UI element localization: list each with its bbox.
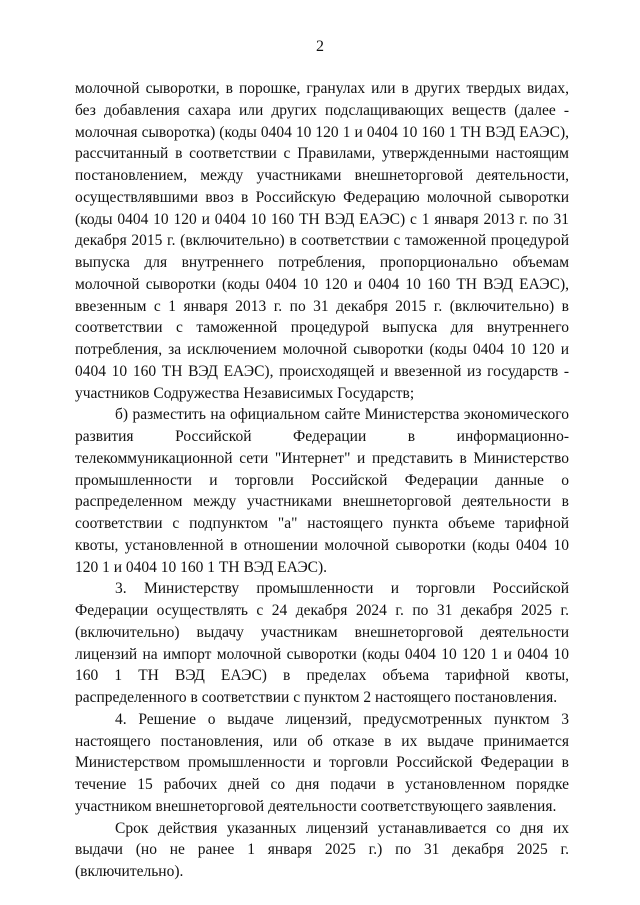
page-number: 2 xyxy=(316,38,324,55)
paragraph-continuation: молочной сыворотки, в порошке, гранулах или в других твердых видах, без добавления сахара или других подслащивающих веществ (далее - молочная сыворотка) (коды 0404 10 120 1 и 0404 10 160 1 ТН ВЭД ЕАЭС), рассчитанный в соответствии с Правилами, утвержденными настоящим постановлением, между участниками внешнеторговой деятельности, осуществлявшими ввоз в Российскую Федерацию молочной сыворотки (коды 0404 10 120 и 0404 10 160 ТН ВЭД ЕАЭС) с 1 января 2013 г. по 31 декабря 2015 г. (включительно) в соответствии с таможенной процедурой выпуска для внутреннего потребления, пропорционально объемам молочной сыворотки (коды 0404 10 120 и 0404 10 160 ТН ВЭД ЕАЭС), ввезенным с 1 января 2013 г. по 31 декабря 2015 г. (включительно) в соответствии с таможенной процедурой выпуска для внутреннего потребления, за исключением молочной сыворотки (коды 0404 10 120 и 0404 10 160 ТН ВЭД ЕАЭС), происходящей и ввезенной из государств - участников Содружества Независимых Государств; xyxy=(75,80,569,402)
paragraph-license-term: Срок действия указанных лицензий устанавливается со дня их выдачи (но не ранее 1 января 2025 г.) по 31 декабря 2025 г. (включительно). xyxy=(75,819,569,880)
paragraph-item-4: 4. Решение о выдаче лицензий, предусмотренных пунктом 3 настоящего постановления, или об отказе в их выдаче принимается Министерством промышленности и торговли Российской Федерации в течение 15 рабочих дней со дня подачи в установленном порядке участником внешнеторговой деятельности соответствующего заявления. xyxy=(75,710,569,815)
paragraph-item-3: 3. Министерству промышленности и торговли Российской Федерации осуществлять с 24 декабря 2024 г. по 31 декабря 2025 г. (включительно) выдачу участникам внешнеторговой деятельности лицензий на импорт молочной сыворотки (коды 0404 10 120 1 и 0404 10 160 1 ТН ВЭД ЕАЭС) в пределах объема тарифной квоты, распределенного в соответствии с пунктом 2 настоящего постановления. xyxy=(75,580,569,706)
document-body xyxy=(75,78,569,883)
paragraph-subitem-b: б) разместить на официальном сайте Министерства экономического развития Российской Федерации в информационно-телекоммуникационной сети "Интернет" и представить в Министерство промышленности и торговли Российской Федерации данные о распределенном между участниками внешнеторговой деятельности в соответствии с подпунктом "а" настоящего пункта объеме тарифной квоты, установленной в отношении молочной сыворотки (коды 0404 10 120 1 и 0404 10 160 1 ТН ВЭД ЕАЭС). xyxy=(75,406,569,576)
